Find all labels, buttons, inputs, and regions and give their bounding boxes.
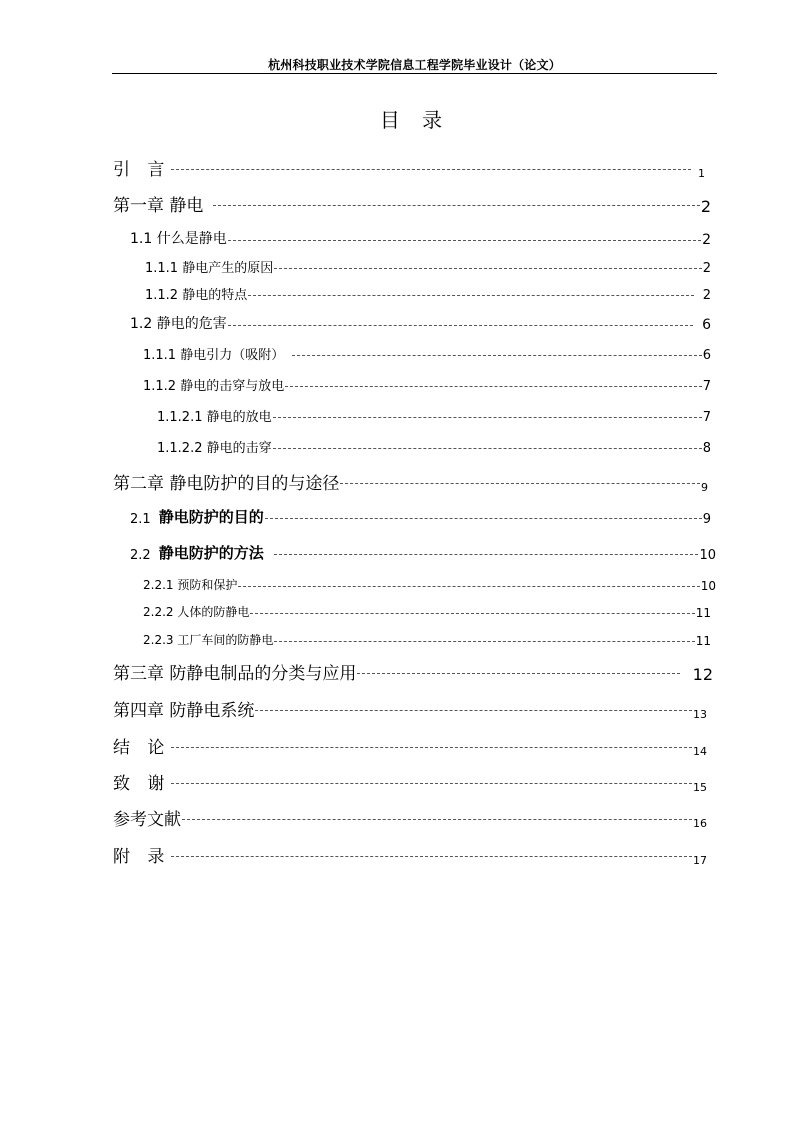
- toc-entry-chapter-4[interactable]: [113, 696, 707, 721]
- toc-label: 第四章 防静电系统: [113, 701, 255, 721]
- toc-page: 2: [702, 232, 711, 248]
- toc-leader: [273, 417, 702, 418]
- toc-page: 10: [699, 548, 716, 563]
- toc-entry-conclusion[interactable]: [113, 733, 707, 758]
- toc-label: 引 言: [113, 160, 171, 180]
- toc-leader: [340, 483, 700, 484]
- page-header: 杭州科技职业技术学院信息工程学院毕业设计（论文）: [268, 58, 561, 72]
- toc-leader: [171, 856, 692, 857]
- toc-entry-2-2-1[interactable]: [143, 576, 716, 593]
- toc-label: 1.2 静电的危害: [130, 316, 227, 332]
- toc-entry-2-2-3[interactable]: [143, 631, 711, 648]
- toc-entry-1-2[interactable]: [130, 313, 711, 333]
- toc-label: 结 论: [113, 738, 171, 758]
- toc-entry-2-2-2[interactable]: [143, 603, 711, 620]
- toc-label: 静电防护的目的: [158, 508, 264, 526]
- toc-label: 第二章 静电防护的目的与途径: [113, 474, 340, 494]
- toc-label: 第三章 防静电制品的分类与应用: [113, 664, 357, 684]
- toc-page: 6: [702, 317, 711, 333]
- toc-label: 2.2.2 人体的防静电: [143, 605, 250, 619]
- toc-entry-1-1-2[interactable]: [145, 284, 711, 303]
- toc-entry-references[interactable]: [113, 805, 707, 830]
- toc-page: 11: [695, 606, 711, 620]
- toc-title: 目 录: [379, 108, 451, 132]
- toc-label: 1.1 什么是静电: [130, 231, 227, 247]
- toc-entry-chapter-3[interactable]: [113, 659, 713, 684]
- toc-label: 致 谢: [113, 774, 171, 794]
- toc-entry-chapter-2[interactable]: [113, 469, 708, 494]
- toc-entry-intro[interactable]: [113, 155, 705, 180]
- toc-entry-1-2-2-2[interactable]: [157, 437, 711, 456]
- toc-label: 1.1.2.1 静电的放电: [157, 410, 272, 425]
- toc-leader: [274, 641, 694, 642]
- toc-page: 2: [700, 197, 711, 216]
- toc-leader: [273, 448, 702, 449]
- toc-label: 1.1.1 静电产生的原因: [145, 261, 274, 276]
- toc-leader: [255, 710, 692, 711]
- toc-page: 2: [702, 288, 711, 303]
- toc-leader: [292, 355, 702, 356]
- toc-label: 1.1.2 静电的特点: [145, 288, 248, 303]
- toc-label: 1.1.1 静电引力（吸附）: [143, 348, 285, 363]
- toc-entry-1-2-2-1[interactable]: [157, 406, 711, 425]
- toc-label: 1.1.2.2 静电的击穿: [157, 441, 272, 456]
- toc-entry-1-2-2[interactable]: [143, 375, 711, 394]
- toc-entry-thanks[interactable]: [113, 769, 707, 794]
- toc-page: 12: [692, 665, 713, 684]
- toc-label: 2.2.3 工厂车间的防静电: [143, 633, 274, 647]
- toc-entry-1-1[interactable]: [130, 228, 711, 248]
- toc-label: 2.2.1 预防和保护: [143, 578, 238, 592]
- toc-page: 14: [693, 745, 707, 758]
- toc-entry-1-1-1[interactable]: [145, 257, 711, 276]
- toc-label: 第一章 静电: [113, 196, 204, 216]
- toc-label: 参考文献: [113, 810, 181, 830]
- toc-entry-chapter-1[interactable]: [113, 191, 711, 216]
- toc-leader: [274, 268, 702, 269]
- toc-leader: [250, 613, 694, 614]
- toc-label: 1.1.2 静电的击穿与放电: [143, 379, 285, 394]
- toc-leader: [265, 518, 702, 519]
- toc-page: 9: [701, 481, 708, 494]
- toc-entry-2-2[interactable]: [130, 542, 716, 563]
- toc-number: 2.1: [130, 512, 151, 527]
- toc-leader: [274, 554, 699, 555]
- toc-entry-1-2-1[interactable]: [143, 344, 711, 363]
- toc-entry-appendix[interactable]: [113, 842, 707, 867]
- toc-page: 2: [702, 261, 711, 276]
- toc-leader: [171, 747, 692, 748]
- toc-number: 2.2: [130, 548, 151, 563]
- toc-entry-2-1[interactable]: [130, 506, 711, 527]
- toc-leader: [357, 673, 679, 674]
- toc-leader: [182, 819, 692, 820]
- toc-page: 11: [695, 634, 711, 648]
- toc-page: 17: [693, 854, 707, 867]
- toc-page: 7: [702, 410, 711, 425]
- toc-leader: [285, 386, 702, 387]
- toc-leader: [171, 783, 692, 784]
- toc-leader: [171, 169, 691, 170]
- toc-page: 10: [700, 579, 716, 593]
- toc-page: 9: [702, 512, 711, 527]
- toc-page: 7: [702, 379, 711, 394]
- toc-label: 附 录: [113, 847, 171, 867]
- toc-page: 16: [693, 817, 707, 830]
- toc-page: 15: [693, 781, 707, 794]
- toc-leader: [228, 240, 701, 241]
- toc-leader: [248, 295, 694, 296]
- toc-page: 1: [698, 167, 705, 180]
- toc-page: 13: [693, 708, 707, 721]
- toc-label: 静电防护的方法: [158, 544, 264, 562]
- toc-page: 8: [702, 441, 711, 456]
- toc-leader: [213, 205, 699, 206]
- toc-leader: [228, 325, 693, 326]
- toc-leader: [238, 586, 699, 587]
- toc-page: 6: [702, 348, 711, 363]
